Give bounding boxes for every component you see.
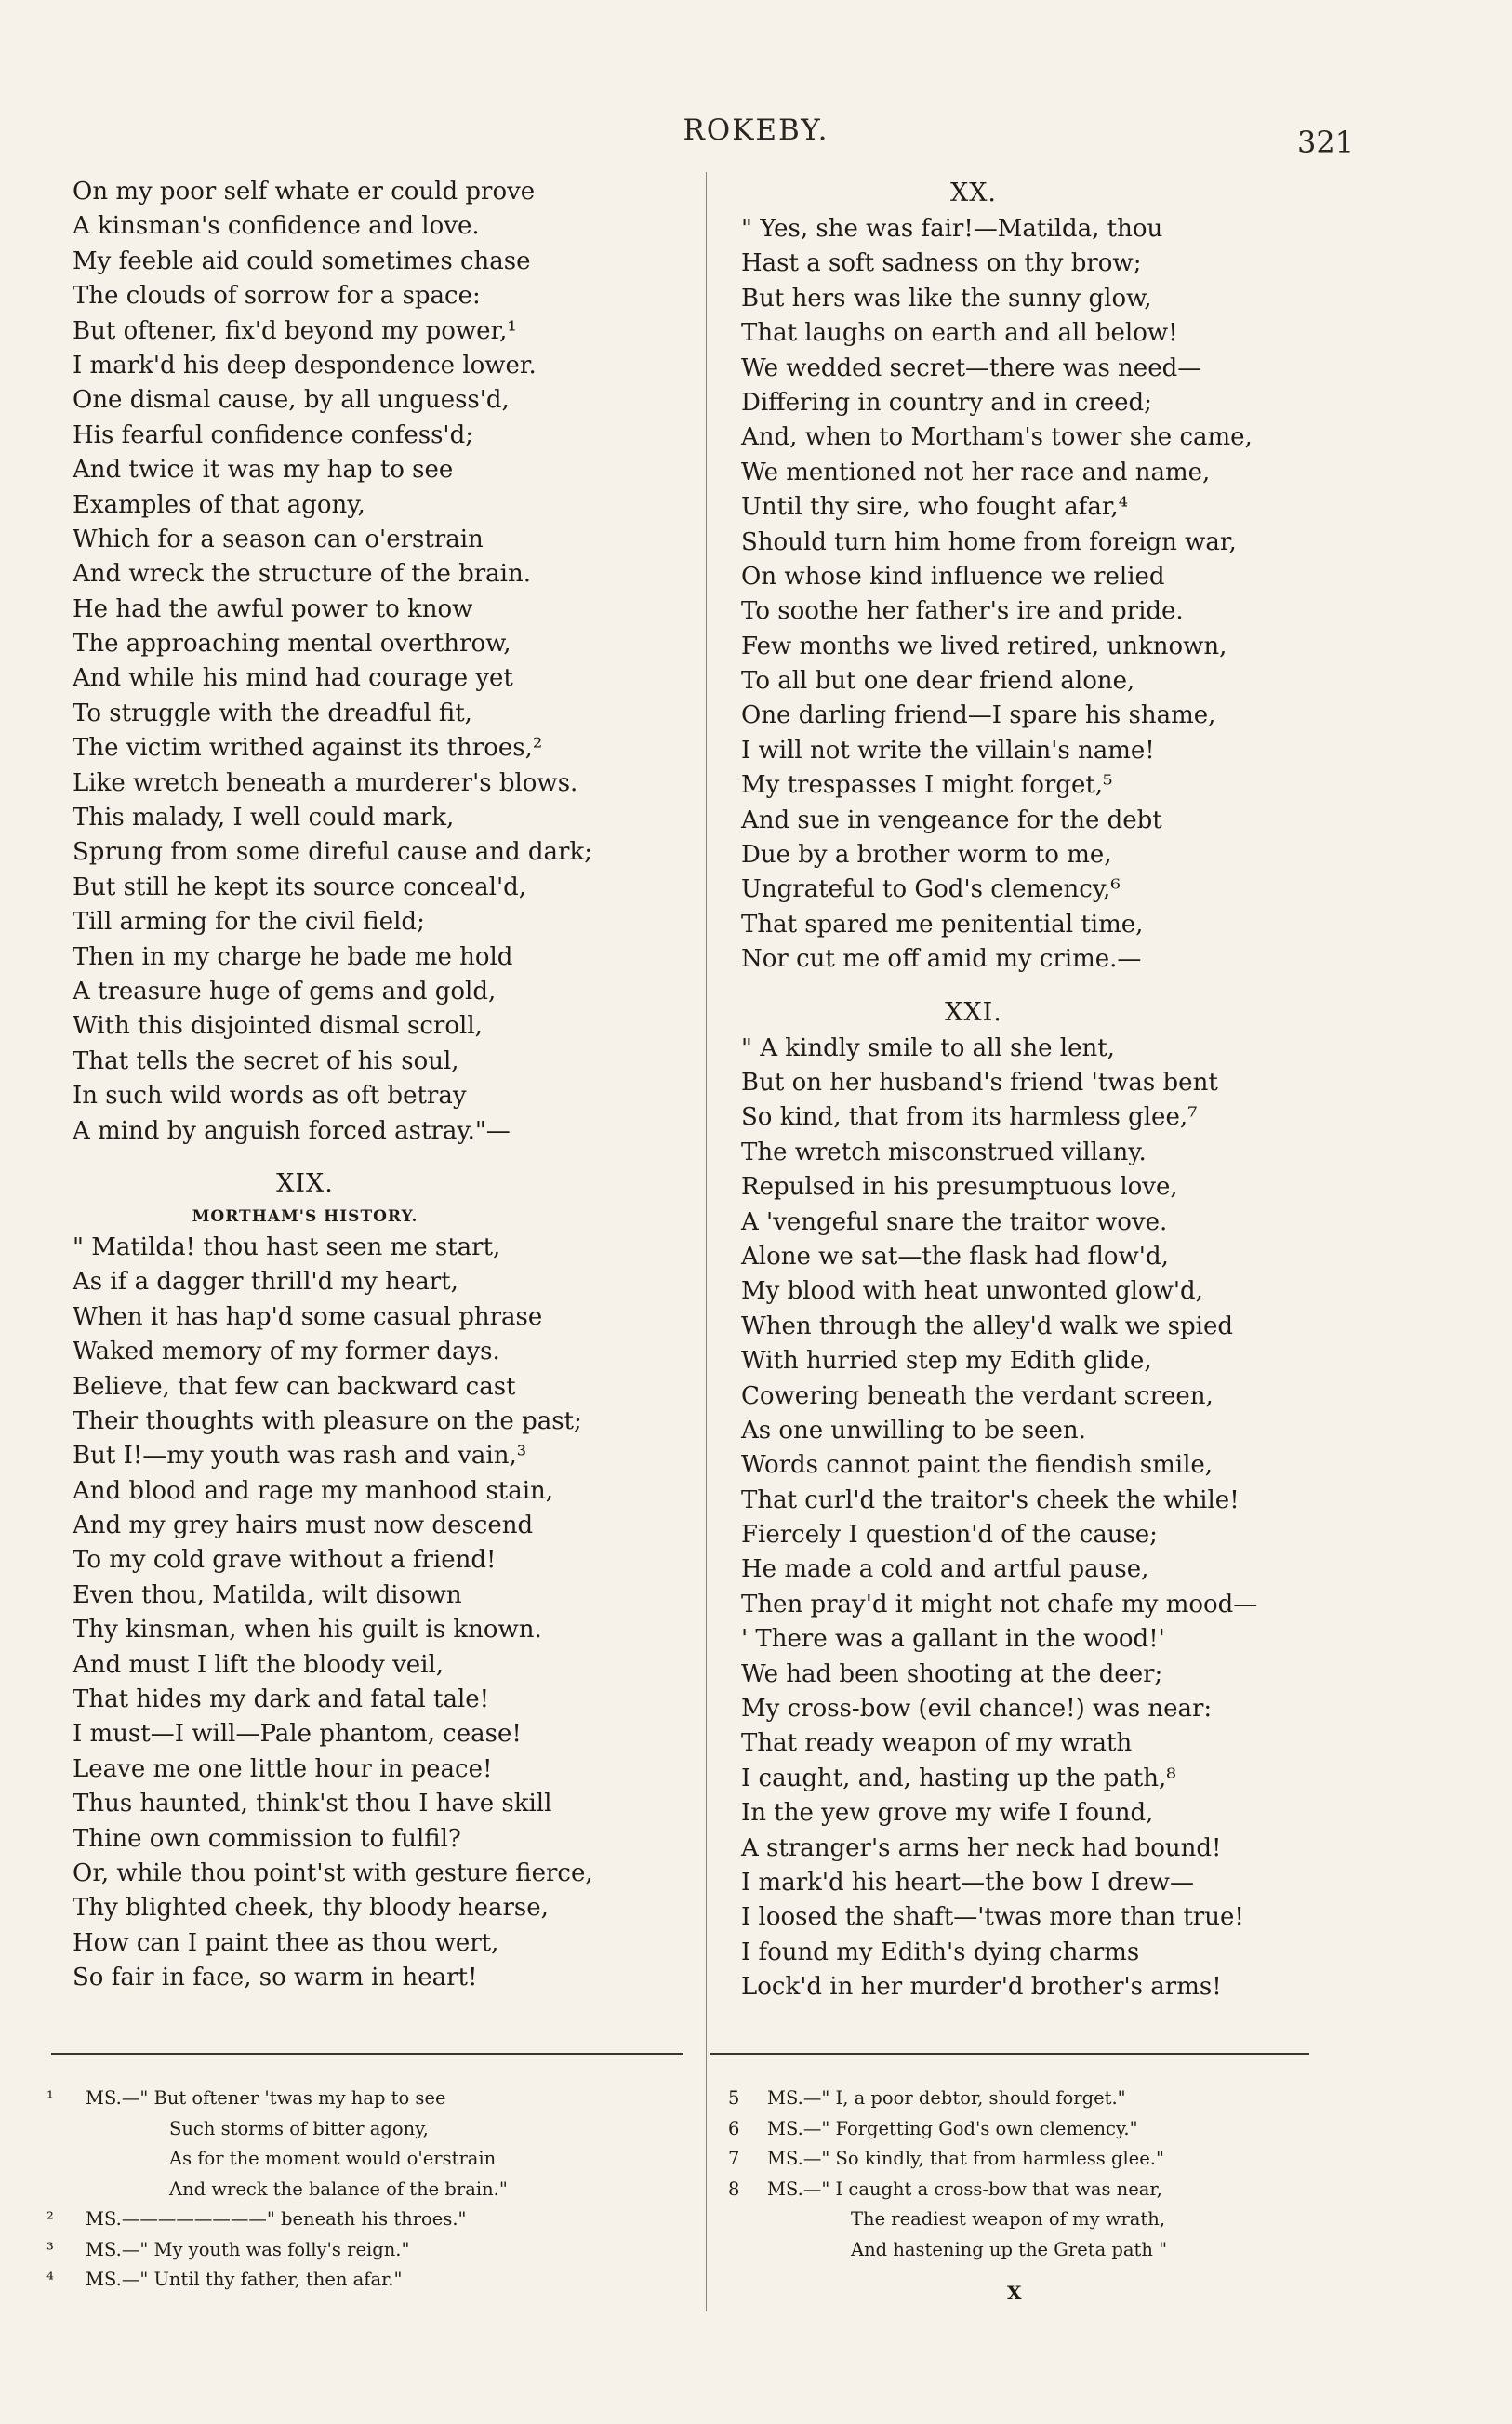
verse-line: And sue in vengeance for the debt [741,806,1162,834]
verse-line: Words cannot paint the fiendish smile, [741,1451,1214,1480]
verse-line: Their thoughts with pleasure on the past; [73,1406,582,1435]
verse-line: Or, while thou point'st with gesture fierce, [73,1858,593,1887]
verse-line: A 'vengeful snare the traitor wove. [741,1207,1168,1236]
verse-line: ' There was a gallant in the wood!' [741,1625,1165,1654]
stanza-heading-xxi: XXI. [945,997,1002,1027]
verse-line: A stranger's arms her neck had bound! [741,1833,1222,1862]
verse-line: That hides my dark and fatal tale! [73,1685,490,1714]
verse-line: When it has hap'd some casual phrase [73,1302,543,1331]
footnote-marker: ¹ [46,2087,54,2109]
verse-line: Waked memory of my former days. [73,1338,500,1366]
verse-line: Thy kinsman, when his guilt is known. [73,1616,542,1645]
verse-line: This malady, I well could mark, [73,804,455,832]
footnote-line [728,2144,1342,2175]
verse-line: As if a dagger thrill'd my heart, [73,1268,458,1297]
verse-line: Thus haunted, think'st thou I have skill [73,1790,552,1818]
verse-line: How can I paint thee as thou wert, [73,1928,499,1957]
verse-line: So kind, that from its harmless glee,⁷ [741,1103,1198,1132]
footnote-line [46,2235,660,2266]
footnote-text: MS.—" So kindly, that from harmless glee." [767,2148,1164,2169]
verse-line: The wretch misconstrued villany. [741,1138,1147,1166]
verse-line: And blood and rage my manhood stain, [73,1476,554,1505]
stanza-xix [73,1231,714,1996]
verse-line: But I!—my youth was rash and vain,³ [73,1442,527,1471]
verse-line: Should turn him home from foreign war, [741,527,1237,556]
verse-line: That ready weapon of my wrath [741,1729,1133,1758]
verse-line: " Matilda! thou hast seen me start, [73,1232,501,1261]
verse-line: " Yes, she was fair!—Matilda, thou [741,215,1163,243]
signature-mark: X [1007,2282,1022,2304]
verse-line: Fiercely I question'd of the cause; [741,1521,1158,1550]
footnote-rule-left [51,2053,683,2055]
verse-line: To my cold grave without a friend! [73,1546,497,1575]
verse-line: Even thou, Matilda, wilt disown [73,1580,462,1609]
footnote-line [46,2265,660,2296]
footnote-text: MS.—" My youth was folly's reign." [86,2238,410,2260]
verse-line: He made a cold and artful pause, [741,1555,1149,1584]
verse-line: Then in my charge he bade me hold [73,942,513,971]
stanza-xx [741,212,1383,978]
verse-line: Differing in country and in creed; [741,388,1152,417]
verse-line: In such wild words as oft betray [73,1082,467,1111]
verse-line: The clouds of sorrow for a space: [73,282,481,311]
verse-line: I must—I will—Pale phantom, cease! [73,1720,522,1749]
left-column [73,175,714,1996]
verse-line: I mark'd his heart—the bow I drew— [741,1868,1195,1897]
verse-line: Thy blighted cheek, thy bloody hearse, [73,1894,549,1923]
footnote-text: MS.—" But oftener 'twas my hap to see [86,2087,446,2109]
stanza-heading-xix: XIX. [276,1168,334,1198]
footnote-line [46,2114,660,2145]
verse-line: A kinsman's confidence and love. [73,212,480,241]
verse-line: We mentioned not her race and name, [741,458,1211,486]
verse-line: My cross-bow (evil chance!) was near: [741,1695,1213,1724]
verse-line: Few months we lived retired, unknown, [741,632,1227,660]
verse-line: Which for a season can o'erstrain [73,525,484,553]
footnote-line [728,2235,1342,2266]
verse-line: To soothe her father's ire and pride. [741,597,1184,626]
footnote-text: MS.————————" beneath his throes." [86,2208,467,2230]
verse-line: And, when to Mortham's tower she came, [741,423,1253,452]
verse-line: Examples of that agony, [73,490,365,519]
footnote-rule-right [710,2053,1309,2055]
footnote-marker: ⁴ [46,2269,54,2290]
verse-line: Hast a soft sadness on thy brow; [741,249,1142,278]
verse-line: I found my Edith's dying charms [741,1938,1140,1966]
stanza-xxi [741,1032,1383,2005]
verse-line: One darling friend—I spare his shame, [741,701,1216,730]
verse-line: That curl'd the traitor's cheek the while! [741,1485,1240,1514]
footnote-text: And hastening up the Greta path " [851,2238,1168,2260]
verse-line: " A kindly smile to all she lent, [741,1033,1115,1062]
verse-line: I mark'd his deep despondence lower. [73,351,537,380]
footnote-marker: ² [46,2208,54,2230]
verse-line: But oftener, fix'd beyond my power,¹ [73,316,517,345]
footnote-text: MS.—" I, a poor debtor, should forget." [767,2087,1126,2109]
verse-line: My blood with heat unwonted glow'd, [741,1277,1203,1306]
verse-line: My trespasses I might forget,⁵ [741,771,1113,800]
verse-line: He had the awful power to know [73,594,473,623]
verse-line: Thine own commission to fulfil? [73,1824,461,1853]
verse-line: Till arming for the civil field; [73,908,425,937]
verse-line: But on her husband's friend 'twas bent [741,1068,1218,1097]
footnote-marker: 7 [728,2148,740,2169]
footnote-text: MS.—" Until thy father, then afar." [86,2269,403,2290]
verse-line: The victim writhed against its throes,² [73,734,543,763]
verse-line: And twice it was my hap to see [73,456,454,485]
footnote-marker: 6 [728,2117,740,2139]
footnote-line [728,2084,1342,2114]
footnote-text: MS.—" I caught a cross-bow that was near, [767,2178,1162,2200]
verse-line: Repulsed in his presumptuous love, [741,1173,1178,1202]
footnote-line [728,2204,1342,2235]
verse-line: And wreck the structure of the brain. [73,560,532,589]
verse-line: That spared me penitential time, [741,910,1144,939]
verse-line: When through the alley'd walk we spied [741,1312,1233,1340]
verse-line: The approaching mental overthrow, [73,630,511,659]
verse-line: Due by a brother worm to me, [741,841,1112,870]
footnote-marker: ³ [46,2238,54,2260]
footnote-text: And wreck the balance of the brain." [169,2178,508,2200]
footnotes-left [46,2084,660,2296]
verse-line: Cowering beneath the verdant screen, [741,1381,1214,1410]
footnote-line [46,2084,660,2114]
verse-line: One dismal cause, by all unguess'd, [73,386,510,415]
verse-line: But hers was like the sunny glow, [741,284,1152,313]
verse-line: In the yew grove my wife I found, [741,1799,1154,1828]
verse-line: We had been shooting at the deer; [741,1659,1163,1688]
verse-line: But still he kept its source conceal'd, [73,872,526,901]
page-number: 321 [1297,125,1355,160]
footnotes-right [728,2084,1342,2265]
footnote-text: The readiest weapon of my wrath, [851,2208,1166,2230]
verse-line: That laughs on earth and all below! [741,319,1178,348]
verse-line: Sprung from some direful cause and dark; [73,838,592,867]
verse-line: Lock'd in her murder'd brother's arms! [741,1973,1222,2002]
running-head: ROKEBY. [683,113,829,147]
footnote-marker: 5 [728,2087,740,2109]
right-column [741,175,1383,2005]
verse-line: A mind by anguish forced astray."— [73,1116,511,1145]
footnote-line [728,2175,1342,2205]
stanza-subheading: MORTHAM'S HISTORY. [192,1206,418,1226]
verse-line: I will not write the villain's name! [741,736,1155,765]
footnote-text: As for the moment would o'erstrain [169,2148,497,2169]
verse-line: I caught, and, hasting up the path,⁸ [741,1764,1176,1792]
verse-line: A treasure huge of gems and gold, [73,977,497,1006]
verse-line: With hurried step my Edith glide, [741,1347,1152,1376]
verse-line: And must I lift the bloody veil, [73,1650,444,1679]
verse-line: To struggle with the dreadful fit, [73,699,472,727]
footnote-line [728,2114,1342,2145]
verse-line: And while his mind had courage yet [73,664,513,693]
footnote-marker: 8 [728,2178,740,2200]
verse-line: On whose kind influence we relied [741,562,1165,591]
stanza-heading-xx: XX. [949,179,998,207]
verse-line: Nor cut me off amid my crime.— [741,945,1142,974]
verse-line: With this disjointed dismal scroll, [73,1012,483,1041]
footnote-line [46,2204,660,2235]
footnote-line [46,2175,660,2205]
verse-line: I loosed the shaft—'twas more than true! [741,1903,1244,1932]
verse-line: Like wretch beneath a murderer's blows. [73,768,578,797]
poem-continuation [73,175,714,1149]
verse-line: Until thy sire, who fought afar,⁴ [741,493,1129,522]
verse-line: My feeble aid could sometimes chase [73,246,531,275]
verse-line: As one unwilling to be seen. [741,1416,1086,1445]
verse-line: Then pray'd it might not chafe my mood— [741,1590,1258,1618]
verse-line: On my poor self whate er could prove [73,178,536,206]
verse-line: Leave me one little hour in peace! [73,1754,493,1783]
footnote-line [46,2144,660,2175]
verse-line: So fair in face, so warm in heart! [73,1964,478,1992]
verse-line: Alone we sat—the flask had flow'd, [741,1242,1169,1271]
verse-line: That tells the secret of his soul, [73,1046,459,1075]
verse-line: To all but one dear friend alone, [741,667,1135,696]
verse-line: And my grey hairs must now descend [73,1512,534,1540]
verse-line: Believe, that few can backward cast [73,1372,516,1401]
verse-line: Ungrateful to God's clemency,⁶ [741,875,1121,904]
verse-line: We wedded secret—there was need— [741,353,1202,382]
verse-line: His fearful confidence confess'd; [73,420,473,449]
footnote-text: Such storms of bitter agony, [169,2117,429,2139]
footnote-text: MS.—" Forgetting God's own clemency." [767,2117,1138,2139]
